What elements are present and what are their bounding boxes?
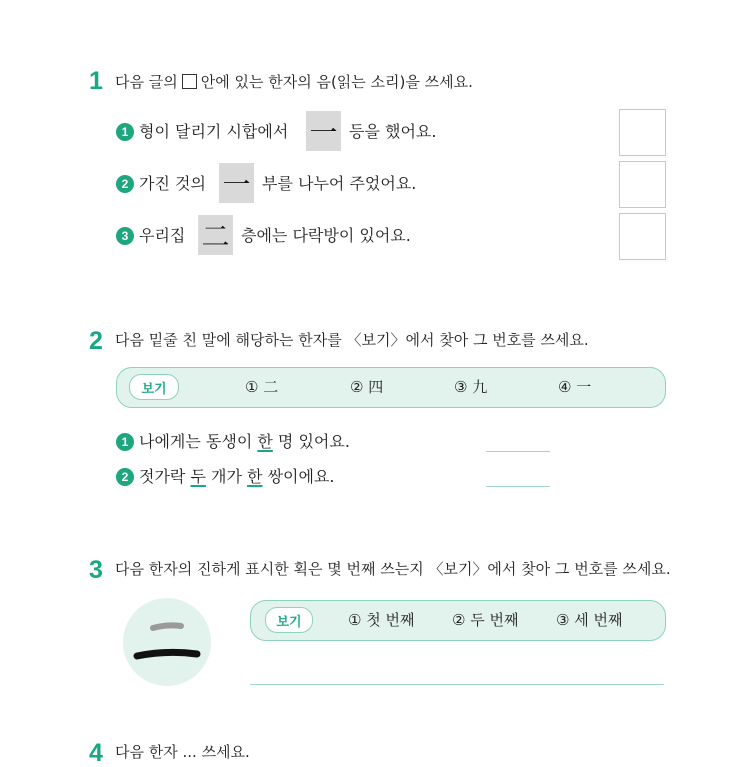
question-3-number: 3 bbox=[89, 556, 103, 584]
example-option: ② 四 bbox=[350, 378, 384, 396]
text-part: 명 있어요. bbox=[272, 432, 350, 451]
hanja-circle bbox=[123, 598, 211, 686]
example-option: ④ 一 bbox=[558, 378, 592, 396]
q1-item-1-hanja-box: 一 bbox=[306, 111, 341, 151]
item-number-badge: 1 bbox=[116, 433, 134, 451]
item-number-badge: 2 bbox=[116, 175, 134, 193]
question-3-text: 다음 한자의 진하게 표시한 획은 몇 번째 쓰는지 〈보기〉에서 찾아 그 번호를 쓰세요. bbox=[115, 560, 671, 578]
question-4-number: 4 bbox=[89, 739, 103, 767]
example-label: 보기 bbox=[129, 374, 179, 400]
q1-item-2-answer-box[interactable] bbox=[619, 161, 666, 208]
question-2-text: 다음 밑줄 친 말에 해당하는 한자를 〈보기〉에서 찾아 그 번호를 쓰세요. bbox=[115, 331, 589, 349]
question-1-text-after: 안에 있는 한자의 음(읽는 소리)을 쓰세요. bbox=[200, 73, 473, 91]
q1-item-1-after: 등을 했어요. bbox=[349, 122, 437, 141]
example-label: 보기 bbox=[265, 607, 313, 633]
example-option: ③ 九 bbox=[454, 378, 488, 396]
empty-square-icon bbox=[182, 74, 197, 89]
question-1-text-before: 다음 글의 bbox=[115, 73, 178, 91]
q1-item-1-answer-box[interactable] bbox=[619, 109, 666, 156]
q1-item-3-answer-box[interactable] bbox=[619, 213, 666, 260]
q2-item-1-sentence bbox=[139, 434, 350, 450]
q2-item-2-sentence bbox=[139, 469, 335, 485]
q3-answer-line[interactable] bbox=[250, 684, 664, 685]
underlined-word: 두 bbox=[190, 467, 206, 486]
example-option: ② 두 번째 bbox=[452, 611, 519, 629]
example-option: ① 二 bbox=[245, 378, 279, 396]
q1-item-1-before: 형이 달리기 시합에서 bbox=[139, 122, 289, 141]
q1-item-3-before: 우리집 bbox=[139, 226, 186, 245]
text-part: 나에게는 동생이 bbox=[139, 432, 258, 451]
text-part: 쌍이에요. bbox=[262, 467, 335, 486]
text-part: 젓가락 bbox=[139, 467, 191, 486]
q2-item-2-answer-line[interactable] bbox=[486, 486, 550, 487]
example-option: ③ 세 번째 bbox=[556, 611, 623, 629]
question-2-number: 2 bbox=[89, 327, 103, 355]
underlined-word: 한 bbox=[257, 432, 273, 451]
item-number-badge: 2 bbox=[116, 468, 134, 486]
underlined-word: 한 bbox=[247, 467, 263, 486]
question-4-text: 다음 한자 ... 쓰세요. bbox=[115, 743, 250, 761]
q1-item-2-hanja-box: 一 bbox=[219, 163, 254, 203]
question-1-number: 1 bbox=[89, 67, 103, 95]
q1-item-3-after: 층에는 다락방이 있어요. bbox=[241, 226, 411, 245]
q2-item-1-answer-line[interactable] bbox=[486, 451, 550, 452]
q1-item-2-before: 가진 것의 bbox=[139, 174, 206, 193]
item-number-badge: 1 bbox=[116, 123, 134, 141]
example-option: ① 첫 번째 bbox=[348, 611, 415, 629]
item-number-badge: 3 bbox=[116, 227, 134, 245]
q1-item-3-hanja-box: 二 bbox=[198, 215, 233, 255]
hanja-two-stroke-icon bbox=[123, 598, 211, 686]
question-1-text bbox=[115, 74, 473, 90]
q1-item-2-after: 부를 나누어 주었어요. bbox=[262, 174, 417, 193]
text-part: 개가 bbox=[205, 467, 248, 486]
